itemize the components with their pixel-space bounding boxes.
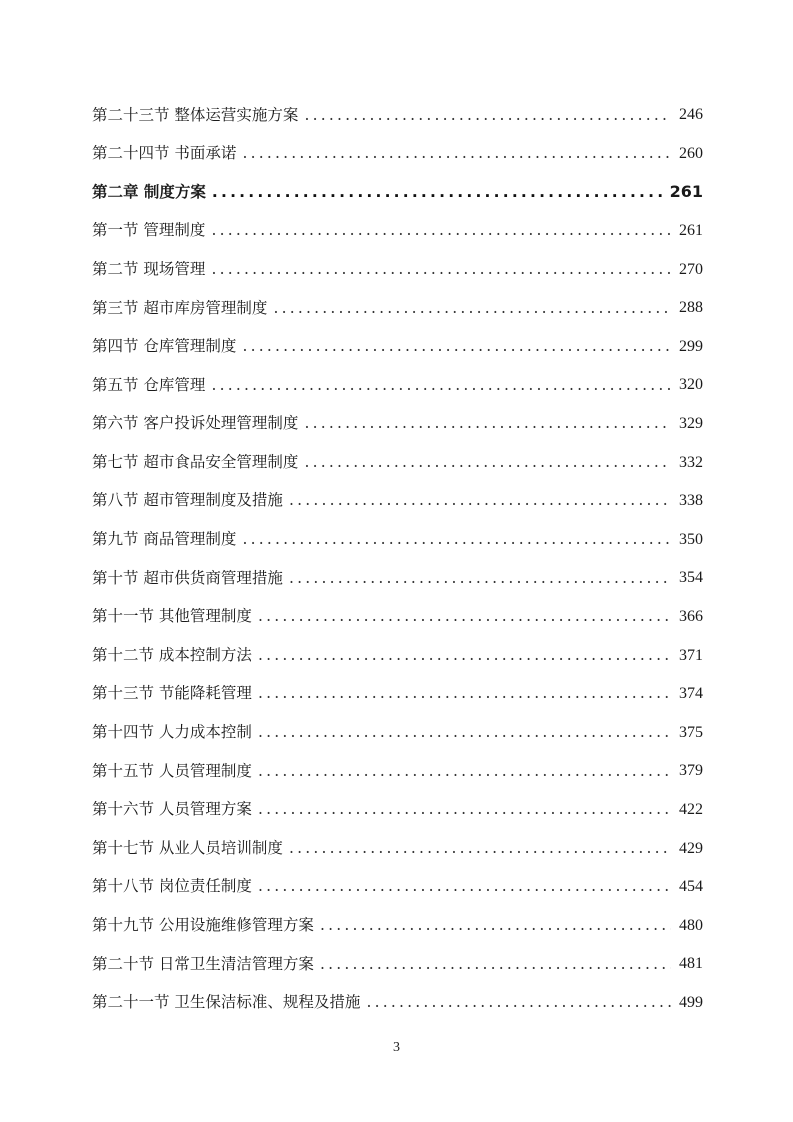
toc-section-entry[interactable] [92,96,703,135]
toc-entry-page-number: 329 [679,415,703,433]
toc-entry-title: 第九节 商品管理制度 [92,530,237,549]
toc-section-entry[interactable] [92,984,703,1023]
toc-section-entry[interactable] [92,714,703,753]
toc-entry-page-number: 338 [679,492,703,510]
toc-entry-title: 第三节 超市库房管理制度 [92,298,268,317]
toc-entry-title: 第二十四节 书面承诺 [92,144,237,163]
toc-dot-leader [207,223,671,239]
toc-entry-title: 第八节 超市管理制度及措施 [92,491,283,510]
toc-dot-leader [254,879,671,895]
toc-section-entry[interactable] [92,366,703,405]
toc-dot-leader [254,725,671,741]
toc-dot-leader [285,841,671,857]
toc-dot-leader [254,609,671,625]
toc-entry-title: 第十四节 人力成本控制 [92,723,252,742]
toc-entry-page-number: 481 [679,955,703,973]
toc-dot-leader [285,571,671,587]
toc-entry-page-number: 270 [679,260,703,278]
toc-dot-leader [254,802,671,818]
toc-entry-page-number: 260 [679,144,703,162]
toc-entry-page-number: 379 [679,762,703,780]
toc-entry-title: 第十二节 成本控制方法 [92,645,252,664]
toc-dot-leader [362,995,671,1011]
toc-dot-leader [316,957,671,973]
toc-chapter-entry[interactable] [92,173,703,212]
toc-section-entry[interactable] [92,945,703,984]
toc-section-entry[interactable] [92,636,703,675]
toc-dot-leader [300,416,671,432]
table-of-contents [92,96,703,1022]
toc-dot-leader [316,918,671,934]
toc-entry-title: 第十一节 其他管理制度 [92,607,252,626]
toc-entry-page-number: 261 [669,182,703,202]
toc-dot-leader [207,262,671,278]
toc-entry-page-number: 350 [679,530,703,548]
toc-entry-title: 第十六节 人员管理方案 [92,800,252,819]
toc-entry-title: 第十五节 人员管理制度 [92,761,252,780]
toc-entry-page-number: 288 [679,299,703,317]
toc-entry-page-number: 375 [679,723,703,741]
toc-section-entry[interactable] [92,521,703,560]
toc-section-entry[interactable] [92,328,703,367]
toc-entry-title: 第十七节 从业人员培训制度 [92,838,283,857]
toc-entry-title: 第一节 管理制度 [92,221,206,240]
toc-entry-title: 第十九节 公用设施维修管理方案 [92,916,314,935]
toc-entry-page-number: 499 [679,993,703,1011]
toc-entry-title: 第二节 现场管理 [92,259,206,278]
toc-entry-page-number: 332 [679,453,703,471]
toc-dot-leader [238,532,671,548]
toc-section-entry[interactable] [92,443,703,482]
toc-entry-title: 第十八节 岗位责任制度 [92,877,252,896]
toc-entry-title: 第四节 仓库管理制度 [92,337,237,356]
toc-dot-leader [238,146,671,162]
toc-section-entry[interactable] [92,829,703,868]
toc-section-entry[interactable] [92,482,703,521]
toc-entry-page-number: 299 [679,337,703,355]
toc-dot-leader [254,648,671,664]
toc-dot-leader [254,686,671,702]
toc-section-entry[interactable] [92,598,703,637]
toc-section-entry[interactable] [92,289,703,328]
toc-section-entry[interactable] [92,135,703,174]
toc-dot-leader [207,378,671,394]
toc-entry-title: 第七节 超市食品安全管理制度 [92,452,299,471]
toc-section-entry[interactable] [92,559,703,598]
toc-entry-title: 第六节 客户投诉处理管理制度 [92,414,299,433]
page-number: 3 [393,1040,400,1055]
toc-section-entry[interactable] [92,791,703,830]
toc-section-entry[interactable] [92,250,703,289]
toc-entry-page-number: 320 [679,376,703,394]
toc-dot-leader [208,185,662,201]
toc-entry-page-number: 246 [679,106,703,124]
toc-dot-leader [269,301,671,317]
toc-section-entry[interactable] [92,868,703,907]
toc-entry-page-number: 354 [679,569,703,587]
toc-section-entry[interactable] [92,675,703,714]
toc-dot-leader [254,764,671,780]
toc-entry-page-number: 366 [679,608,703,626]
toc-section-entry[interactable] [92,405,703,444]
toc-entry-title: 第二章 制度方案 [92,182,206,201]
toc-entry-page-number: 261 [679,222,703,240]
toc-section-entry[interactable] [92,906,703,945]
toc-section-entry[interactable] [92,752,703,791]
toc-entry-page-number: 429 [679,839,703,857]
toc-section-entry[interactable] [92,212,703,251]
toc-entry-title: 第二十三节 整体运营实施方案 [92,105,299,124]
toc-entry-title: 第十三节 节能降耗管理 [92,684,252,703]
toc-entry-title: 第二十节 日常卫生清洁管理方案 [92,954,314,973]
toc-dot-leader [300,455,671,471]
toc-dot-leader [300,108,671,124]
toc-entry-page-number: 422 [679,800,703,818]
toc-entry-page-number: 480 [679,916,703,934]
toc-entry-page-number: 454 [679,878,703,896]
toc-dot-leader [285,493,671,509]
toc-entry-page-number: 371 [679,646,703,664]
toc-entry-title: 第五节 仓库管理 [92,375,206,394]
toc-entry-title: 第二十一节 卫生保洁标准、规程及措施 [92,993,361,1012]
toc-entry-title: 第十节 超市供货商管理措施 [92,568,283,587]
toc-dot-leader [238,339,671,355]
toc-entry-page-number: 374 [679,685,703,703]
